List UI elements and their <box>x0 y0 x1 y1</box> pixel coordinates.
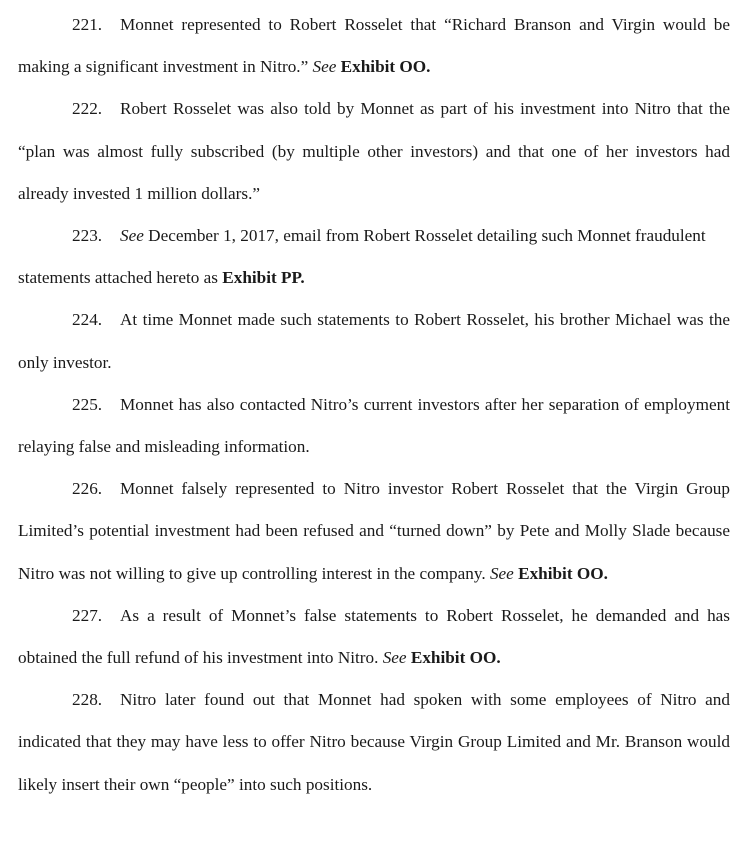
paragraph-number: 222. <box>72 99 103 119</box>
paragraph-text: At time Monnet made such statements to Robert Rosselet, his brother Michael was the only investor. <box>18 310 730 372</box>
paragraph-text: As a result of Monnet’s false statements to Robert Rosselet, he demanded and has obtained the full refund of his investment into Nitro. <box>18 605 730 668</box>
see-signal: See <box>382 648 407 668</box>
paragraph-222 <box>18 88 730 215</box>
paragraph-226 <box>18 468 730 595</box>
paragraph-223 <box>18 215 730 299</box>
paragraph-225 <box>18 384 730 468</box>
see-signal: See <box>489 563 514 583</box>
paragraph-text: Robert Rosselet was also told by Monnet as part of his investment into Nitro that the “plan was almost fully subscribed (by multiple other investors) and that one of her investors had already invested 1 million dollars.” <box>18 99 730 203</box>
paragraph-number: 227. <box>72 605 103 625</box>
paragraph-number: 225. <box>72 394 103 414</box>
paragraph-number: 228. <box>72 690 103 710</box>
paragraph-number: 224. <box>72 310 103 330</box>
paragraph-text: Nitro later found out that Monnet had spoken with some employees of Nitro and indicated that they may have less to offer Nitro because Virgin Group Limited and Mr. Branson would likely insert their own “people” into such positions. <box>18 690 730 794</box>
exhibit-reference: Exhibit OO. <box>340 57 431 77</box>
paragraph-221 <box>18 4 730 88</box>
paragraph-text: Monnet represented to Robert Rosselet that “Richard Branson and Virgin would be making a significant investment in Nitro.” <box>18 15 730 77</box>
paragraph-228 <box>18 679 730 806</box>
document-page <box>18 4 730 806</box>
paragraph-text: December 1, 2017, email from Robert Rosselet detailing such Monnet fraudulent statements attached hereto as <box>18 226 706 288</box>
exhibit-reference: Exhibit PP. <box>222 268 305 288</box>
paragraph-number: 223. <box>72 226 103 246</box>
exhibit-reference: Exhibit OO. <box>410 648 501 668</box>
exhibit-reference: Exhibit OO. <box>518 563 608 583</box>
see-signal: See <box>312 57 337 77</box>
paragraph-224 <box>18 299 730 383</box>
paragraph-text: Monnet has also contacted Nitro’s current investors after her separation of employment relaying false and misleading information. <box>18 394 730 457</box>
see-signal: See <box>120 226 144 246</box>
paragraph-number: 226. <box>72 479 103 499</box>
paragraph-227 <box>18 595 730 679</box>
paragraph-number: 221. <box>72 15 103 34</box>
paragraph-text: Monnet falsely represented to Nitro investor Robert Rosselet that the Virgin Group Limited’s potential investment had been refused and “turned down” by Pete and Molly Slade because Nitro was not willing to give up controlling interest in the company. <box>18 479 730 583</box>
